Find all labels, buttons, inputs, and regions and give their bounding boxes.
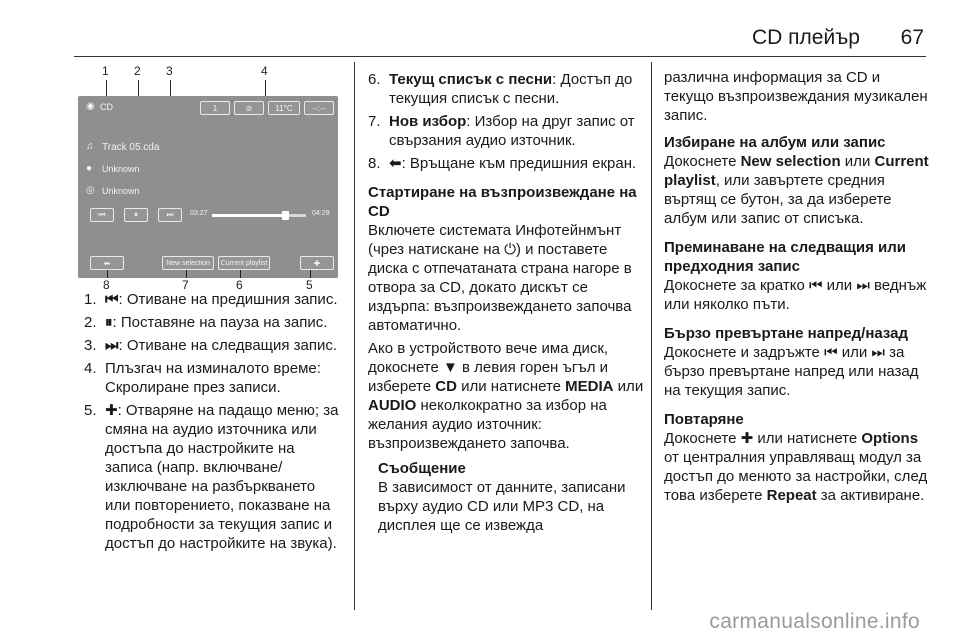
infotainment-screen — [78, 96, 338, 278]
section-heading: Стартиране на възпроизвеждане на CD — [368, 184, 637, 220]
text-run: Докоснете — [664, 153, 741, 170]
track-name: Track 05.cda — [102, 142, 160, 153]
plus-icon: ✚ — [105, 402, 118, 419]
note-box — [368, 459, 644, 535]
callout-4: 4 — [261, 64, 268, 78]
current-playlist-button[interactable]: Current playlist — [218, 256, 270, 270]
list-text-body: : Поставяне на пауза на запис. — [112, 314, 328, 331]
next-track-button[interactable]: ⏭ — [158, 208, 182, 222]
skip-section — [664, 238, 930, 314]
paragraph — [664, 429, 930, 505]
list-number: 2. — [84, 314, 97, 331]
note-heading: Съобщение — [378, 460, 466, 477]
callout-3: 3 — [166, 64, 173, 78]
previous-icon: ⏮ — [105, 291, 119, 308]
section-heading: Преминаване на следващия или предходния запис — [664, 239, 906, 275]
column-divider-2 — [651, 62, 652, 610]
new-selection-term: Нов избор — [389, 113, 467, 130]
callout-line-8 — [107, 270, 108, 278]
list-text — [105, 313, 342, 332]
note-text: В зависимост от данните, записани върху аудио CD или MP3 CD, на дисплея ще се извежда — [378, 479, 626, 534]
column-3 — [664, 68, 930, 505]
list-item-3 — [84, 336, 342, 355]
callout-line-7 — [186, 270, 187, 278]
text-run: или натиснете — [456, 378, 566, 395]
column-1 — [84, 290, 342, 557]
column-2 — [368, 70, 644, 535]
list-item-2 — [84, 313, 342, 332]
album-icon: ◎ — [86, 185, 95, 196]
list-number: 4. — [84, 360, 97, 377]
cd-player-screen-figure — [72, 60, 344, 290]
note-continuation: различна информация за CD и текущо възпроизвеждания музикален запис. — [664, 69, 928, 124]
list-text — [389, 112, 644, 150]
callout-line-5 — [310, 270, 311, 278]
source-label: CD — [100, 102, 113, 112]
list-item-8 — [368, 154, 644, 173]
list-number: 3. — [84, 337, 97, 354]
callout-2: 2 — [134, 64, 141, 78]
callout-line-6 — [240, 270, 241, 278]
section-heading: Бързо превъртане напред/назад — [664, 325, 909, 342]
list-number: 8. — [368, 155, 381, 172]
list-text — [105, 290, 342, 309]
repeat-section — [664, 410, 930, 505]
text-run: Ако в устройството вече има диск, докоснете ▼ в левия горен ъгъл и изберете — [368, 340, 609, 395]
list-text-body: : Връщане към предишния екран. — [401, 155, 637, 172]
current-playlist-term: Current playlist — [664, 153, 929, 189]
pause-button[interactable]: ⏸ — [124, 208, 148, 222]
text-run: или — [840, 153, 875, 170]
list-text-body: : Отиване на предишния запис. — [118, 291, 338, 308]
callout-6: 6 — [236, 278, 243, 292]
new-selection-term: New selection — [740, 153, 841, 170]
current-playlist-term: Текущ списък с песни — [389, 71, 553, 88]
pause-icon: ⏸ — [105, 314, 113, 331]
page-header-title: CD плейър — [751, 26, 860, 49]
start-playback-section — [368, 183, 644, 453]
paragraph — [664, 152, 930, 228]
list-item-1 — [84, 290, 342, 309]
list-text — [389, 70, 644, 108]
menu-plus-button[interactable]: ✚ — [300, 256, 334, 270]
music-note-icon: ♫ — [86, 141, 94, 152]
back-button[interactable]: ⬅ — [90, 256, 124, 270]
album-section — [664, 133, 930, 228]
paragraph — [368, 339, 644, 453]
list-number: 6. — [368, 71, 381, 88]
list-item-5 — [84, 401, 342, 553]
media-term: MEDIA — [565, 378, 614, 395]
status-box-1: 1 — [200, 101, 230, 115]
new-selection-button[interactable]: New selection — [162, 256, 214, 270]
status-box-2 — [234, 101, 264, 115]
text-run: от централния управляващ модул за достъп до менюто за настройки, след това изберете — [664, 449, 928, 504]
list-item-6 — [368, 70, 644, 108]
callout-1: 1 — [102, 64, 109, 78]
list-text-body: : Достъп до текущия списък с песни. — [389, 71, 633, 107]
text-run: Докоснете ✚ или натиснете — [664, 430, 862, 447]
callout-7: 7 — [182, 278, 189, 292]
temperature-box: 11°C — [268, 101, 300, 115]
list-text — [389, 154, 644, 173]
paragraph: Докоснете за кратко ⏮ или ⏭ веднъж или няколко пъти. — [664, 277, 927, 313]
text-run: неколкократно за избор на желания аудио източник: възпроизвеждането започва. — [368, 397, 607, 452]
list-text: Плъзгач на изминалото време: Скролиране през записи. — [105, 360, 321, 396]
section-heading: Повтаряне — [664, 411, 744, 428]
list-item-7 — [368, 112, 644, 150]
clock-box: --:-- — [304, 101, 334, 115]
list-text-body: : Избор на друг запис от свързания аудио източник. — [389, 113, 635, 149]
page-number: 67 — [900, 26, 924, 49]
signal-icon: ⊘ — [245, 103, 253, 113]
elapsed-time-knob[interactable] — [282, 211, 289, 220]
column-divider-1 — [354, 62, 355, 610]
artist-name: Unknown — [102, 164, 140, 174]
list-text-body: : Отиване на следващия запис. — [118, 337, 338, 354]
total-time: 04:29 — [312, 210, 330, 217]
previous-track-button[interactable]: ⏮ — [90, 208, 114, 222]
text-run: за активиране. — [816, 487, 925, 504]
elapsed-time-slider[interactable] — [212, 214, 306, 217]
list-text — [105, 336, 342, 355]
source-disc-icon: ◉ — [86, 101, 95, 112]
cd-term: CD — [435, 378, 457, 395]
callout-5: 5 — [306, 278, 313, 292]
album-name: Unknown — [102, 186, 140, 196]
paragraph: Докоснете и задръжте ⏮ или ⏭ за бързо превъртане напред или назад на текущия запис. — [664, 344, 919, 399]
audio-term: AUDIO — [368, 397, 417, 414]
elapsed-time-fill — [212, 214, 285, 217]
callout-8: 8 — [103, 278, 110, 292]
text-run: или — [613, 378, 644, 395]
paragraph: Включете системата Инфотейнмънт (чрез натискане на ⏻) и поставете диска с отпечатаната страна нагоре в отвора за CD, докато дискът се издърпа: възпроизвеждането започва автоматично. — [368, 222, 632, 334]
fast-forward-section — [664, 324, 930, 400]
back-arrow-icon: ⬅ — [389, 155, 402, 172]
list-text — [105, 401, 342, 553]
list-item-4 — [84, 359, 342, 397]
repeat-term: Repeat — [766, 487, 817, 504]
next-icon: ⏭ — [105, 337, 119, 354]
watermark: carmanualsonline.info — [709, 610, 920, 633]
list-number: 1. — [84, 291, 97, 308]
list-number: 7. — [368, 113, 381, 130]
text-run: , или завъртете средния въртящ се бутон, за да изберете албум или запис от списъка. — [664, 172, 892, 227]
list-text-body: : Отваряне на падащо меню; за смяна на аудио източника или достъпа до настройките на записа (напр. включване/ изключване на разбъркването или повторението, показване на подробности за текущия запис и достъп до настройките на звука). — [105, 402, 339, 552]
elapsed-time: 03:27 — [190, 210, 208, 217]
list-number: 5. — [84, 402, 97, 419]
header-rule — [74, 56, 926, 57]
artist-icon: ● — [86, 163, 93, 174]
options-term: Options — [861, 430, 919, 447]
section-heading: Избиране на албум или запис — [664, 134, 886, 151]
